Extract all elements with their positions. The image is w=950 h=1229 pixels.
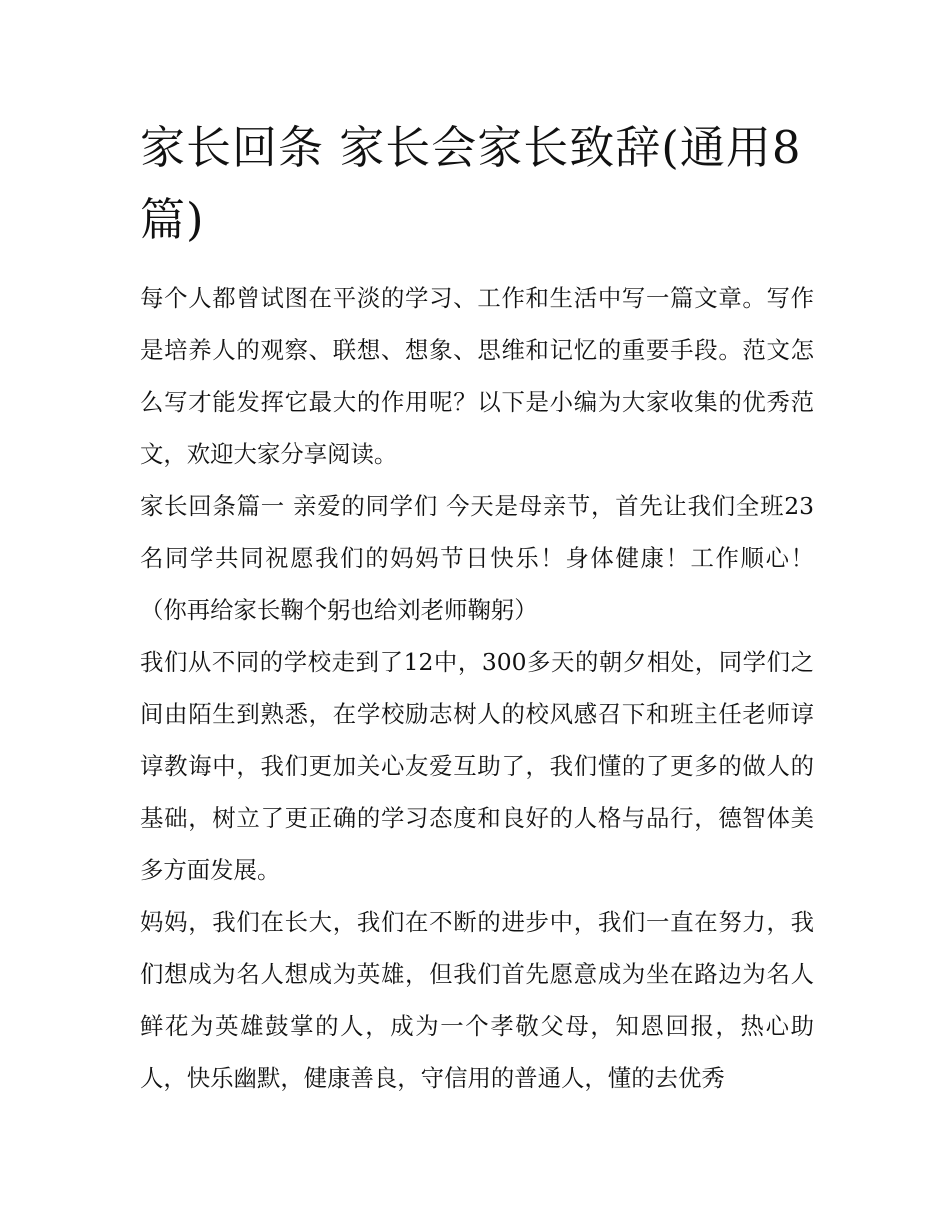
paragraph-intro: 每个人都曾试图在平淡的学习、工作和生活中写一篇文章。写作是培养人的观察、联想、想象、思维和记忆的重要手段。范文怎么写才能发挥它最大的作用呢？以下是小编为大家收集的优秀范文，欢迎大家分享阅读。: [140, 284, 814, 468]
document-title: 家长回条 家长会家长致辞(通用8篇): [140, 121, 802, 246]
paragraph-growing-up: 妈妈，我们在长大，我们在不断的进步中，我们一直在努力，我们想成为名人想成为英雄，但我们首先愿意成为坐在路边为名人鲜花为英雄鼓掌的人，成为一个孝敬父母，知恩回报，热心助人，快乐幽默，健康善良，守信用的普通人，懂的去优秀: [140, 908, 814, 1092]
paragraph-school-life: 我们从不同的学校走到了12中，300多天的朝夕相处，同学们之间由陌生到熟悉，在学校励志树人的校风感召下和班主任老师谆谆教诲中，我们更加关心友爱互助了，我们懂的了更多的做人的基础，树立了更正确的学习态度和良好的人格与品行，德智体美多方面发展。: [140, 648, 814, 884]
paragraph-speech-opening: 家长回条篇一 亲爱的同学们 今天是母亲节，首先让我们全班23名同学共同祝愿我们的妈妈节日快乐！身体健康！工作顺心！（你再给家长鞠个躬也给刘老师鞠躬）: [140, 492, 814, 624]
document-content: [140, 112, 814, 1104]
